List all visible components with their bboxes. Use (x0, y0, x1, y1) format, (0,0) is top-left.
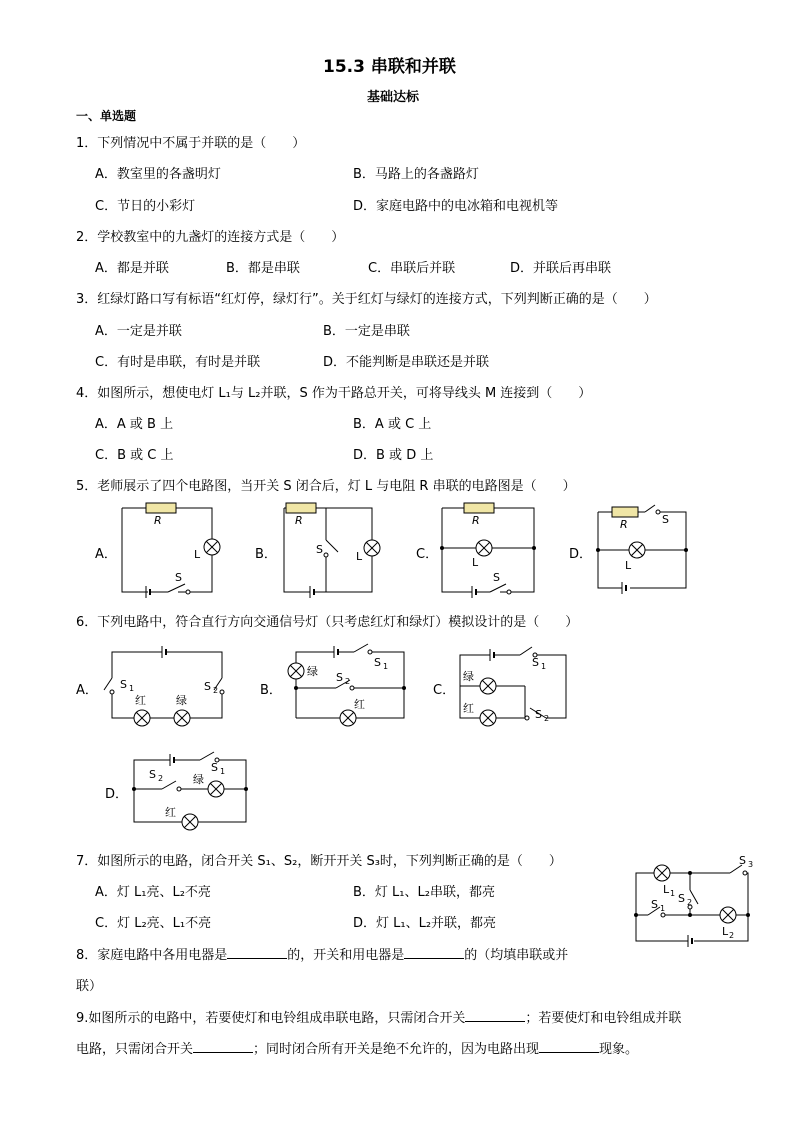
q9-blank-2[interactable] (193, 1040, 253, 1053)
q2-option-b: B．都是串联 (226, 261, 300, 276)
q3-option-c: C．有时是串联，有时是并联 (95, 355, 261, 370)
svg-text:2: 2 (729, 931, 735, 940)
q2-option-a: A．都是并联 (95, 261, 169, 276)
svg-text:2: 2 (687, 898, 693, 907)
q6-option-d: D． (105, 787, 129, 802)
question-5-stem: 5．老师展示了四个电路图，当开关 S 闭合后，灯 L 与电阻 R 串联的电路图是（ ） (76, 479, 576, 494)
q5c-switch-label: S (493, 571, 500, 584)
svg-text:1: 1 (220, 767, 226, 776)
q5c-resistor-label: R (472, 514, 480, 527)
svg-text:2: 2 (213, 686, 219, 695)
q6d-switch1-label: S (211, 761, 218, 774)
q6-option-a: A． (76, 683, 98, 698)
q9-text-4: ；同时闭合所有开关是绝不允许的，因为电路出现 (253, 1042, 540, 1057)
q5a-resistor-label: R (154, 514, 162, 527)
q3-option-d: D．不能判断是串联还是并联 (323, 355, 490, 370)
question-8-line1 (76, 944, 568, 963)
q7-option-b: B．灯 L₁、L₂串联，都亮 (353, 885, 495, 900)
q9-blank-1[interactable] (465, 1009, 525, 1022)
q3-option-b: B．一定是串联 (323, 324, 410, 339)
q5-option-d: D． (569, 547, 593, 562)
question-7-stem: 7．如图所示的电路，闭合开关 S₁、S₂，断开开关 S₃时，下列判断正确的是（ ） (76, 854, 562, 869)
q6c-switch2-label: S (535, 708, 542, 721)
q7-switch3-label: S (739, 854, 746, 867)
question-3-stem: 3．红绿灯路口写有标语“红灯停，绿灯行”。关于红灯与绿灯的连接方式，下列判断正确的是（ ） (76, 292, 657, 307)
q4-option-b: B．A 或 C 上 (353, 417, 432, 432)
q6b-red-label: 红 (354, 698, 365, 711)
svg-text:2: 2 (544, 714, 550, 723)
q8-blank-1[interactable] (227, 946, 287, 959)
question-1-stem: 1．下列情况中不属于并联的是（ ） (76, 136, 306, 151)
q1-option-c: C．节日的小彩灯 (95, 199, 196, 214)
page-title: 15.3 串联和并联 (323, 57, 456, 77)
svg-text:1: 1 (660, 904, 666, 913)
question-6-stem: 6．下列电路中，符合直行方向交通信号灯（只考虑红灯和绿灯）模拟设计的是（ ） (76, 615, 579, 630)
q5-option-b: B． (255, 547, 277, 562)
q8-blank-2[interactable] (404, 946, 464, 959)
q4-option-a: A．A 或 B 上 (95, 417, 174, 432)
q3-option-a: A．一定是并联 (95, 324, 182, 339)
q9-text-2: ；若要使灯和电铃组成并联 (525, 1011, 682, 1026)
q5a-lamp-label: L (194, 548, 201, 561)
q6a-red-label: 红 (135, 694, 146, 707)
q6c-green-label: 绿 (463, 670, 474, 683)
q5-option-a: A． (95, 547, 117, 562)
question-9-line1 (76, 1007, 681, 1026)
svg-text:2: 2 (345, 677, 351, 686)
q5a-switch-label: S (175, 571, 182, 584)
q1-option-d: D．家庭电路中的电冰箱和电视机等 (353, 199, 559, 214)
q6b-green-label: 绿 (307, 665, 318, 678)
q4-option-c: C．B 或 C 上 (95, 448, 174, 463)
svg-text:1: 1 (670, 889, 676, 898)
q7-option-d: D．灯 L₁、L₂并联，都亮 (353, 916, 497, 931)
page-subtitle: 基础达标 (367, 90, 420, 105)
q8-text-2: 的，开关和用电器是 (287, 948, 405, 963)
q7-lamp2-label: L (722, 925, 729, 938)
q2-option-c: C．串联后并联 (368, 261, 456, 276)
q7-option-a: A．灯 L₁亮、L₂不亮 (95, 885, 211, 900)
q2-option-d: D．并联后再串联 (510, 261, 612, 276)
q7-switch1-label: S (651, 898, 658, 911)
svg-text:3: 3 (748, 860, 754, 869)
q6d-red-label: 红 (165, 806, 176, 819)
q5b-lamp-label: L (356, 550, 363, 563)
q9-text-5: 现象。 (599, 1042, 639, 1057)
q5b-switch-label: S (316, 543, 323, 556)
q1-option-b: B．马路上的各盏路灯 (353, 167, 479, 182)
svg-text:1: 1 (383, 662, 389, 671)
q5d-resistor-label: R (620, 518, 628, 531)
q6a-switch2-label: S (204, 680, 211, 693)
q7-switch2-label: S (678, 892, 685, 905)
q6a-switch1-label: S (120, 678, 127, 691)
q6b-switch1-label: S (374, 656, 381, 669)
q8-text-1: 8．家庭电路中各用电器是 (76, 948, 228, 963)
q9-text-3: 电路，只需闭合开关 (76, 1042, 194, 1057)
q6c-red-label: 红 (463, 702, 474, 715)
q6b-switch2-label: S (336, 671, 343, 684)
q6-option-b: B． (260, 683, 282, 698)
q1-option-a: A．教室里的各盏明灯 (95, 167, 221, 182)
q5d-switch-label: S (662, 513, 669, 526)
question-4-stem: 4．如图所示，想使电灯 L₁与 L₂并联，S 作为干路总开关，可将导线头 M 连接到（ ） (76, 386, 592, 401)
q6a-green-label: 绿 (176, 694, 187, 707)
q6c-switch1-label: S (532, 656, 539, 669)
q6d-green-label: 绿 (193, 773, 204, 786)
q5d-lamp-label: L (625, 559, 632, 572)
q5b-resistor-label: R (295, 514, 303, 527)
q7-lamp1-label: L (663, 883, 670, 896)
q6-option-c: C． (433, 683, 456, 698)
svg-text:1: 1 (541, 662, 547, 671)
question-9-line2 (76, 1038, 638, 1057)
q9-text-1: 9.如图所示的电路中，若要使灯和电铃组成串联电路，只需闭合开关 (76, 1011, 466, 1026)
svg-text:1: 1 (129, 684, 135, 693)
q5c-lamp-label: L (472, 556, 479, 569)
q6d-switch2-label: S (149, 768, 156, 781)
section-heading: 一、单选题 (76, 109, 137, 123)
q9-blank-3[interactable] (539, 1040, 599, 1053)
q8-text-3: 的（均填串联或并 (464, 948, 569, 963)
svg-text:2: 2 (158, 774, 164, 783)
q4-option-d: D．B 或 D 上 (353, 448, 434, 463)
q7-option-c: C．灯 L₂亮、L₁不亮 (95, 916, 212, 931)
question-2-stem: 2．学校教室中的九盏灯的连接方式是（ ） (76, 230, 345, 245)
q5-option-c: C． (416, 547, 439, 562)
question-8-line2: 联） (76, 979, 103, 994)
